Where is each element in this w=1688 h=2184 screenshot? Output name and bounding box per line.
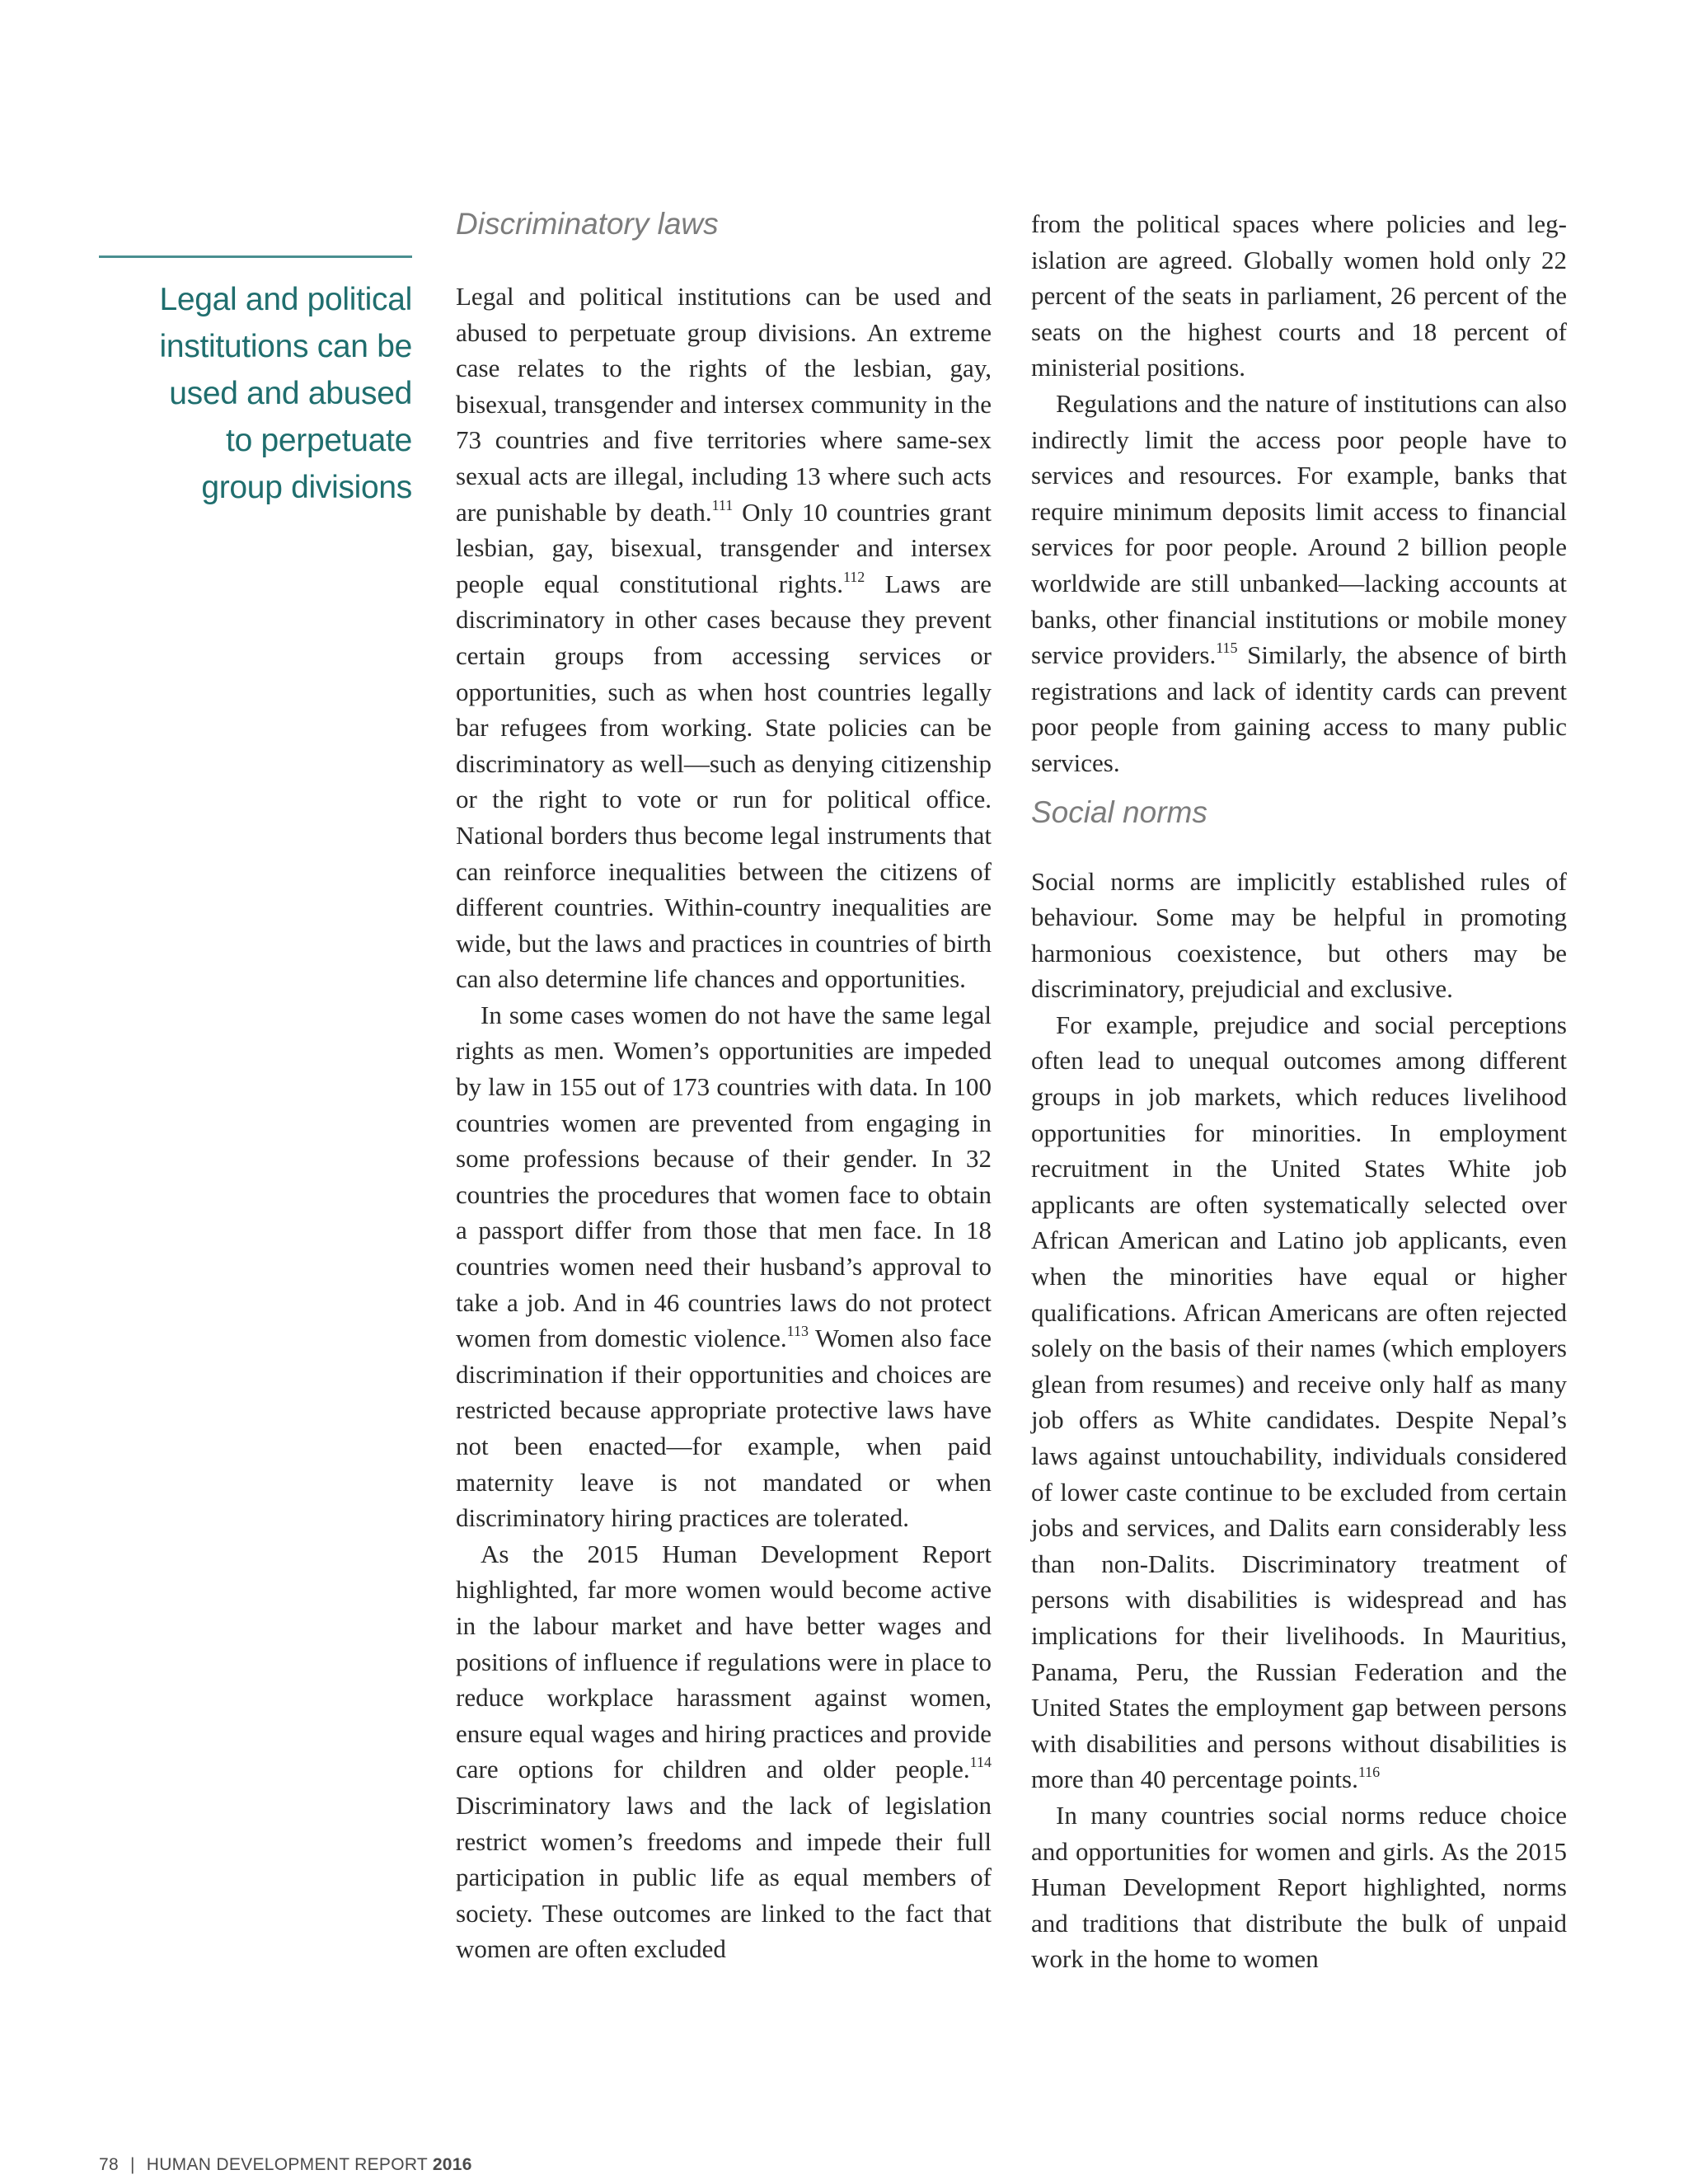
page-number: 78 <box>99 2155 119 2174</box>
text: In some cases women do not have the same legal rights as men. Women’s opportunities are impeded by law in 155 out of 173 countries with data. In 100 countries women are prevented from engaging in some professions because of their gender. In 32 countries the procedures that women face to obtain a passport differ from those that men face. In 18 countries women need their husband’s approval to take a job. And in 46 countries laws do not protect women from domestic violence. <box>456 1000 992 1353</box>
pullquote <box>99 276 412 511</box>
pullquote-line: used and abused <box>169 376 412 411</box>
right-column <box>1031 206 1567 1977</box>
paragraph <box>456 279 992 997</box>
paragraph <box>456 997 992 1536</box>
footnote-ref[interactable]: 114 <box>969 1754 992 1771</box>
text: Only 10 countries grant lesbian, gay, bisexual, transgender and intersex people equal constitutional rights. <box>456 497 992 598</box>
pullquote-line: Legal and political <box>159 282 412 317</box>
report-title: HUMAN DEVELOPMENT REPORT <box>146 2155 428 2174</box>
text: Legal and political institutions can be used and abused to perpetuate group divisions. An extreme case relates to the rights of the lesbian, gay, bisexual, transgender and intersex community in the 73 countries and five territories where same-sex sexual acts are illegal, including 13 where such acts are punishable by death. <box>456 282 992 527</box>
pullquote-line: group divisions <box>201 470 412 505</box>
pullquote-line: to perpetuate <box>226 423 412 458</box>
text: Laws are discriminatory in other cases because they prevent certain groups from accessing services or opportunities, such as when host countries legally bar refugees from working. State policies can be discriminatory as well—such as denying citizenship or the right to vote or run for political office. National borders thus become legal instruments that can reinforce inequalities between the citizens of different countries. Within-country inequalities are wide, but the laws and practices in countries of birth can also determine life chances and opportunities. <box>456 569 992 994</box>
sidebar-rule <box>99 255 412 258</box>
text: As the 2015 Human Development Report highlighted, far more women would become active in the labour market and have better wages and positions of influence if regulations were in place to reduce workplace harassment against women, ensure equal wages and hiring practices and provide care options for children and older people. <box>456 1539 992 1784</box>
footer-separator: | <box>129 2155 135 2174</box>
text: Regulations and the nature of institutions can also indirectly limit the access poor people have to services and resources. For example, banks that require minimum deposits limit access to financial services for poor people. Around 2 billion people worldwide are still unbanked—lacking accounts at banks, other financial institutions or mobile money service providers. <box>1031 388 1567 670</box>
page-footer <box>99 2155 472 2175</box>
paragraph: In many countries social norms reduce choice and opportunities for women and girls. As the 2015 Human Development Report highlighted, norms and traditions that distribute the bulk of unpaid work in the home to women <box>1031 1800 1567 1974</box>
section-heading-discriminatory-laws: Discriminatory laws <box>456 207 719 241</box>
pullquote-line: institutions can be <box>159 329 412 364</box>
footnote-ref[interactable]: 113 <box>786 1323 809 1340</box>
section-heading-social-norms: Social norms <box>1031 794 1207 829</box>
text: Similarly, the absence of birth registrations and lack of identity cards can prevent poor people from gaining access to many public services. <box>1031 640 1567 777</box>
left-column <box>456 206 992 1967</box>
footnote-ref[interactable]: 112 <box>842 568 865 585</box>
paragraph <box>1031 1007 1567 1797</box>
text: Discriminatory laws and the lack of legislation restrict women’s freedoms and impede their full participation in public life as equal members of society. These outcomes are linked to the fact that women are often excluded <box>456 1790 992 1964</box>
text: For example, prejudice and social perceptions often lead to unequal outcomes among different groups in job markets, which reduces livelihood opportunities for minorities. In employment recruitment in the United States White job applicants are often systematically selected over African American and Latino job applicants, even when the minorities have equal or higher qualifications. African Americans are often rejected solely on the basis of their names (which employers glean from resumes) and receive only half as many job offers as White candidates. Despite Nepal’s laws against untouchability, individuals considered of lower caste continue to be excluded from certain jobs and services, and Dalits earn considerably less than non-Dalits. Discriminatory treatment of persons with disabilities is widespread and has implications for their livelihoods. In Mauritius, Panama, Peru, the Russian Federation and the United States the employment gap between persons with disabilities and persons without disabilities is more than 40 percentage points. <box>1031 1010 1567 1794</box>
paragraph: Social norms are implicitly established rules of behaviour. Some may be helpful in promoting harmonious coexistence, but others may be discriminatory, prejudicial and exclusive. <box>1031 866 1567 1004</box>
footnote-ref[interactable]: 116 <box>1357 1764 1381 1781</box>
report-year: 2016 <box>432 2155 472 2174</box>
footnote-ref[interactable]: 111 <box>711 496 734 513</box>
paragraph: from the political spaces where policies and legislation are agreed. Globally women hold only 22 percent of the seats in parliament, 26 percent of the seats on the highest courts and 18 percent of ministerial positions. <box>1031 209 1567 382</box>
footnote-ref[interactable]: 115 <box>1216 640 1238 657</box>
text: Women also face discrimination if their opportunities and choices are restricted because appropriate protective laws have not been enacted—for example, when paid maternity leave is not mandated or when discriminatory hiring practices are tolerated. <box>456 1324 992 1533</box>
paragraph <box>1031 386 1567 781</box>
paragraph <box>456 1536 992 1967</box>
